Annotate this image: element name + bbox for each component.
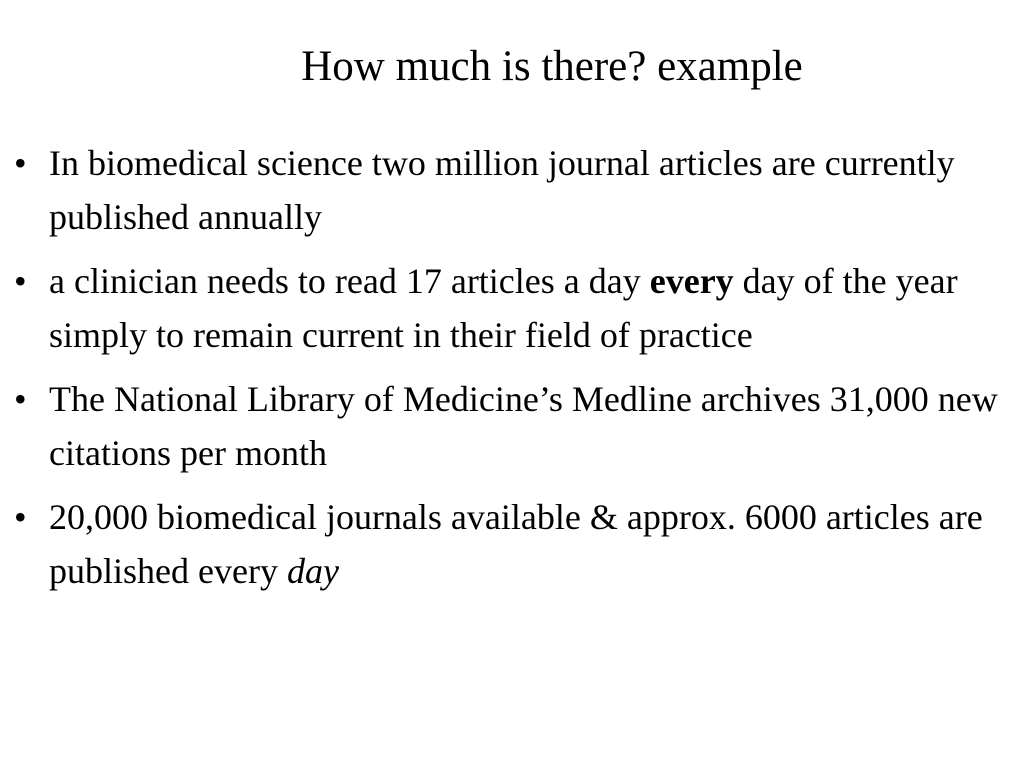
bullet-emphasis-bold: every	[649, 261, 734, 301]
slide-title: How much is there? example	[301, 43, 803, 90]
bullet-text-after: day of the year simply to remain current in their field of practice	[49, 261, 958, 355]
bullet-item-2	[14, 254, 1018, 362]
bullet-text-before: 20,000 biomedical journals available & approx. 6000 articles are published every	[49, 497, 983, 591]
bullet-item-3	[14, 372, 1018, 480]
bullet-text: The National Library of Medicine’s Medline archives 31,000 new citations per month	[49, 379, 998, 473]
bullet-list	[14, 136, 1018, 608]
bullet-marker: •	[14, 379, 27, 419]
bullet-text-before: a clinician needs to read 17 articles a day	[49, 261, 650, 301]
bullet-marker: •	[14, 143, 27, 183]
bullet-item-1	[14, 136, 1018, 244]
bullet-marker: •	[14, 497, 27, 537]
bullet-item-4	[14, 490, 1018, 598]
bullet-marker: •	[14, 261, 27, 301]
bullet-text: In biomedical science two million journal articles are currently published annually	[49, 143, 955, 237]
bullet-emphasis-italic: day	[286, 551, 339, 591]
